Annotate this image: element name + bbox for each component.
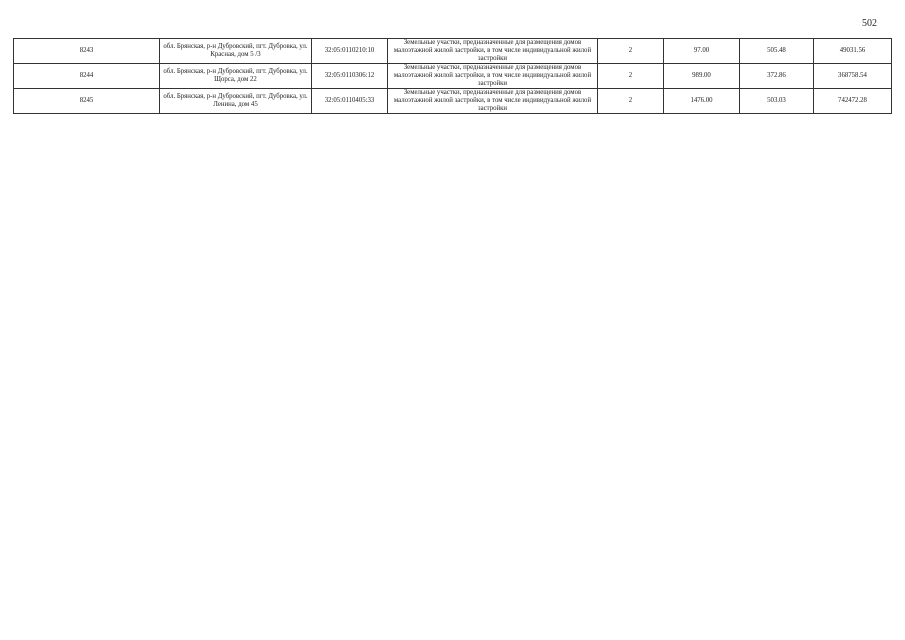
row-number: 8243 <box>14 39 160 64</box>
cadastral-value-cell: 368758.54 <box>814 64 892 89</box>
cadastral-value-cell: 742472.28 <box>814 89 892 114</box>
table-row <box>14 89 892 114</box>
table-row <box>14 39 892 64</box>
area-cell: 1476.00 <box>664 89 740 114</box>
group-cell: 2 <box>598 39 664 64</box>
address-cell: обл. Брянская, р-н Дубровский, пгт. Дубровка, ул. Красная, дом 5 /3 <box>160 39 312 64</box>
address-cell: обл. Брянская, р-н Дубровский, пгт. Дубровка, ул. Щорса, дом 22 <box>160 64 312 89</box>
cadastral-number-cell: 32:05:0110210:10 <box>312 39 388 64</box>
cadastral-number-cell: 32:05:0110306:12 <box>312 64 388 89</box>
land-use-cell: Земельные участки, предназначенные для размещения домов малоэтажной жилой застройки, в том числе индивидуальной жилой застройки <box>388 64 598 89</box>
cadastral-number-cell: 32:05:0110405:33 <box>312 89 388 114</box>
address-cell: обл. Брянская, р-н Дубровский, пгт. Дубровка, ул. Ленина, дом 45 <box>160 89 312 114</box>
specific-value-cell: 503.03 <box>740 89 814 114</box>
area-cell: 97.00 <box>664 39 740 64</box>
group-cell: 2 <box>598 64 664 89</box>
land-registry-table <box>13 38 892 114</box>
table-row <box>14 64 892 89</box>
land-use-cell: Земельные участки, предназначенные для размещения домов малоэтажной жилой застройки, в том числе индивидуальной жилой застройки <box>388 89 598 114</box>
area-cell: 989.00 <box>664 64 740 89</box>
cadastral-value-cell: 49031.56 <box>814 39 892 64</box>
land-use-cell: Земельные участки, предназначенные для размещения домов малоэтажной жилой застройки, в том числе индивидуальной жилой застройки <box>388 39 598 64</box>
row-number: 8245 <box>14 89 160 114</box>
page-number: 502 <box>862 18 877 29</box>
specific-value-cell: 372.86 <box>740 64 814 89</box>
specific-value-cell: 505.48 <box>740 39 814 64</box>
group-cell: 2 <box>598 89 664 114</box>
row-number: 8244 <box>14 64 160 89</box>
